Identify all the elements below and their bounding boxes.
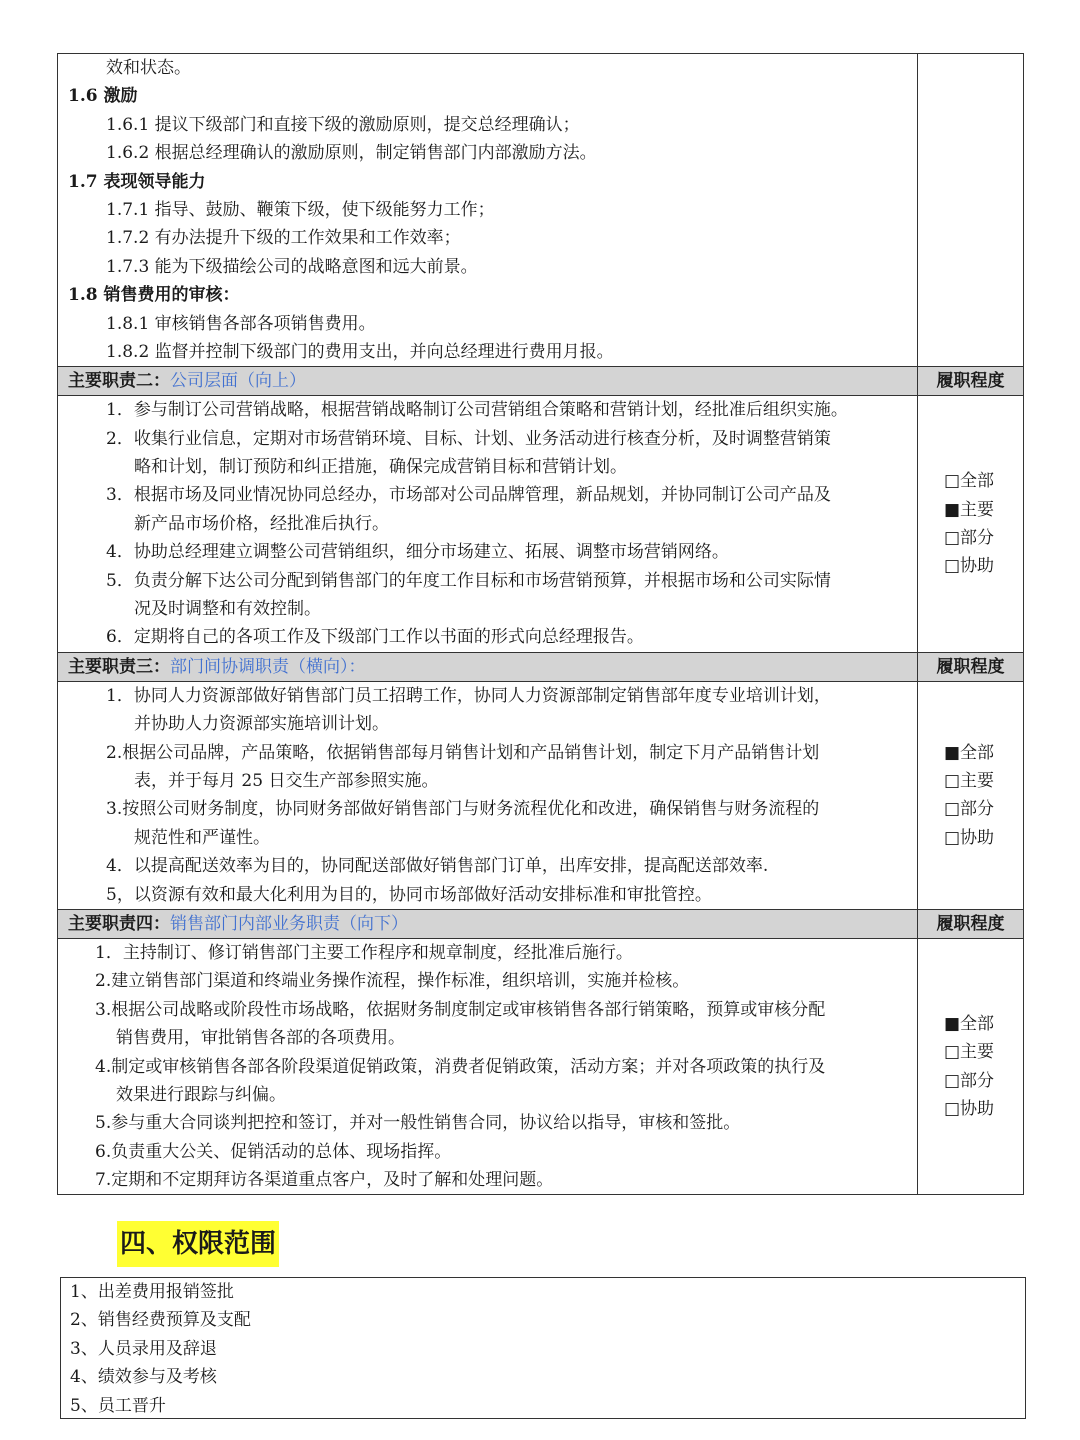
text-line: 3．根据市场及同业情况协同总经办，市场部对公司品牌管理，新品规划，并协同制订公司产品及: [106, 485, 831, 506]
duty3-options: [918, 681, 1024, 909]
text-line: 表，并于每月 25 日交生产部参照实施。: [134, 770, 439, 791]
duty2-options: [918, 396, 1024, 653]
top-block: [58, 54, 918, 367]
text-line: 7.定期和不定期拜访各渠道重点客户，及时了解和处理问题。: [95, 1170, 554, 1191]
permission-item: 3、人员录用及辞退: [70, 1338, 217, 1359]
text-line: 4．协助总经理建立调整公司营销组织，细分市场建立、拓展、调整市场营销网络。: [106, 542, 729, 563]
text-line: 略和计划，制订预防和纠正措施，确保完成营销目标和营销计划。: [134, 457, 627, 478]
text-line: 况及时调整和有效控制。: [134, 599, 321, 620]
text-line: 规范性和严谨性。: [134, 827, 270, 848]
duty3-degree-label: 履职程度: [918, 652, 1024, 681]
section-heading: 1.8 销售费用的审核：: [68, 285, 240, 306]
degree-option: ■全部: [944, 742, 995, 763]
text-line: 1.7.3 能为下级描绘公司的战略意图和远大前景。: [106, 256, 478, 277]
degree-option: □部分: [944, 1070, 995, 1091]
text-line: 6．定期将自己的各项工作及下级部门工作以书面的形式向总经理报告。: [106, 627, 644, 648]
duty4-options: [918, 938, 1024, 1195]
degree-option: □协助: [944, 827, 995, 848]
degree-option: ■全部: [944, 1013, 995, 1034]
duty2-title: 公司层面（向上）: [170, 371, 306, 392]
degree-option: □全部: [944, 471, 995, 492]
section4-title: 四、权限范围: [117, 1221, 279, 1267]
permission-item: 1、出差费用报销签批: [70, 1282, 234, 1302]
duty3-title: 部门间协调职责（横向）：: [170, 656, 366, 677]
duty3-lines: [58, 681, 918, 909]
duty2-header: [58, 367, 1024, 396]
text-line: 3.根据公司战略或阶段性市场战略，依据财务制度制定或审核销售各部行销策略，预算或审核分配: [95, 999, 826, 1020]
text-line: 并协助人力资源部实施培训计划。: [134, 714, 389, 735]
text-line: 效和状态。: [106, 58, 191, 78]
text-line: 5．负责分解下达公司分配到销售部门的年度工作目标和市场营销预算，并根据市场和公司实际情: [106, 570, 831, 591]
duty4-title: 销售部门内部业务职责（向下）: [170, 913, 408, 934]
duty3-body: [58, 681, 1024, 909]
section-heading: 1.6 激励: [68, 86, 138, 107]
duties-table: [57, 53, 1024, 1195]
text-line: 3.按照公司财务制度，协同财务部做好销售部门与财务流程优化和改进，确保销售与财务流程的: [106, 799, 820, 820]
text-line: 5，以资源有效和最大化利用为目的，协同市场部做好活动安排标准和审批管控。: [106, 884, 712, 905]
text-line: 1．协同人力资源部做好销售部门员工招聘工作，协同人力资源部制定销售部年度专业培训计划，: [106, 685, 831, 706]
duty2-degree-label: 履职程度: [918, 367, 1024, 396]
degree-option: ■主要: [944, 499, 995, 520]
text-line: 1.7.1 指导、鼓励、鞭策下级，使下级能努力工作；: [106, 199, 495, 220]
text-line: 销售费用，审批销售各部的各项费用。: [116, 1028, 405, 1049]
text-line: 1．参与制订公司营销战略，根据营销战略制订公司营销组合策略和营销计划，经批准后组织实施。: [106, 400, 848, 421]
permission-item: 5、员工晋升: [70, 1395, 166, 1416]
permission-item: 2、销售经费预算及支配: [70, 1310, 251, 1331]
duty4-lines: [58, 938, 918, 1195]
text-line: 1．主持制订、修订销售部门主要工作程序和规章制度，经批准后施行。: [95, 942, 633, 963]
duty4-body: [58, 938, 1024, 1195]
duty2-lines: [58, 396, 918, 653]
top-block-row: [58, 54, 1024, 367]
text-line: 2．收集行业信息，定期对市场营销环境、目标、计划、业务活动进行核查分析，及时调整营销策: [106, 428, 831, 449]
top-block-degree-cell: [918, 54, 1024, 367]
degree-option: □部分: [944, 799, 995, 820]
duty3-label: 主要职责三：: [68, 656, 170, 677]
duty4-label: 主要职责四：: [68, 913, 170, 934]
degree-option: □主要: [944, 771, 995, 791]
text-line: 2.根据公司品牌，产品策略，依据销售部每月销售计划和产品销售计划，制定下月产品销售计划: [106, 742, 820, 763]
text-line: 1.7.2 有办法提升下级的工作效果和工作效率；: [106, 228, 461, 249]
text-line: 2.建立销售部门渠道和终端业务操作流程，操作标准，组织培训，实施并检核。: [95, 971, 690, 992]
duty2-label: 主要职责二：: [68, 371, 170, 392]
degree-option: □部分: [944, 528, 995, 549]
text-line: 4．以提高配送效率为目的，协同配送部做好销售部门订单，出库安排，提高配送部效率.: [106, 856, 769, 877]
text-line: 1.8.1 审核销售各部各项销售费用。: [106, 313, 376, 334]
text-line: 效果进行跟踪与纠偏。: [116, 1084, 286, 1105]
duty2-body: [58, 396, 1024, 653]
text-line: 4.制定或审核销售各部各阶段渠道促销政策，消费者促销政策，活动方案；并对各项政策的执行及: [95, 1056, 826, 1077]
permissions-box: [60, 1277, 1026, 1419]
text-line: 1.6.2 根据总经理确认的激励原则，制定销售部门内部激励方法。: [106, 143, 597, 164]
section-heading: 1.7 表现领导能力: [68, 171, 206, 192]
duty4-degree-label: 履职程度: [918, 909, 1024, 938]
text-line: 新产品市场价格，经批准后执行。: [134, 513, 389, 534]
text-line: 1.8.2 监督并控制下级部门的费用支出，并向总经理进行费用月报。: [106, 341, 614, 362]
duty4-header: [58, 909, 1024, 938]
text-line: 1.6.1 提议下级部门和直接下级的激励原则，提交总经理确认；: [106, 114, 580, 135]
permission-item: 4、绩效参与及考核: [70, 1367, 217, 1388]
degree-option: □协助: [944, 556, 995, 577]
duty3-header: [58, 652, 1024, 681]
text-line: 5.参与重大合同谈判把控和签订，并对一般性销售合同，协议给以指导，审核和签批。: [95, 1113, 741, 1134]
degree-option: □协助: [944, 1099, 995, 1120]
degree-option: □主要: [944, 1042, 995, 1063]
text-line: 6.负责重大公关、促销活动的总体、现场指挥。: [95, 1141, 452, 1162]
